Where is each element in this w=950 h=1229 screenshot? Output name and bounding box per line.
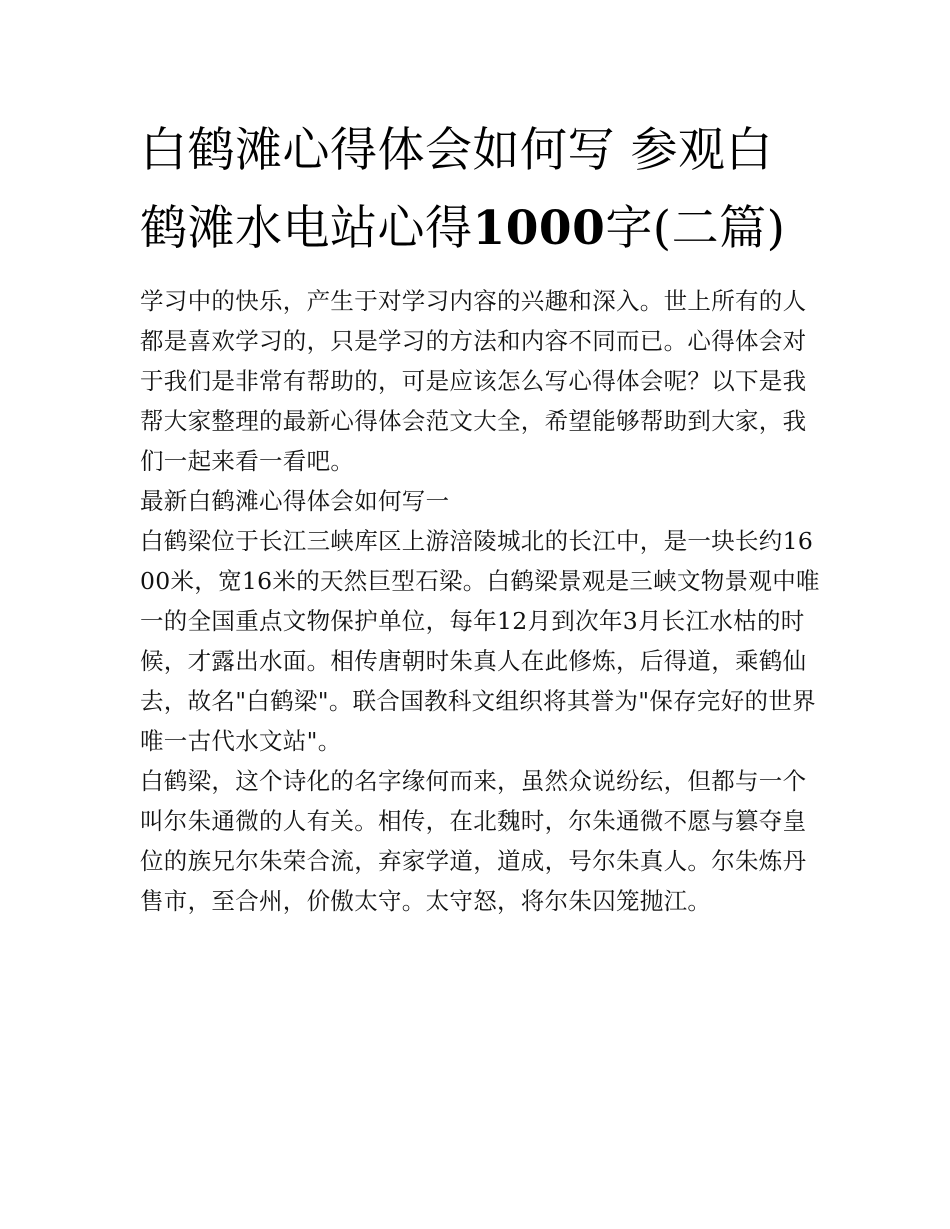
body-paragraph: 白鹤梁位于长江三峡库区上游涪陵城北的长江中，是一块长约1600米，宽16米的天然巨型石梁。白鹤梁景观是三峡文物景观中唯一的全国重点文物保护单位，每年12月到次年3月长江水枯的时候，才露出水面。相传唐朝时朱真人在此修炼，后得道，乘鹤仙去，故名"白鹤梁"。联合国教科文组织将其誉为"保存完好的世界唯一古代水文站"。: [140, 527, 820, 755]
title-text-part1: 白鹤滩心得体会如何写 参观白鹤滩水电站心得: [140, 123, 773, 256]
document-body: [140, 281, 820, 921]
title-number: 1000: [472, 201, 606, 256]
title-text-part2: 字(二篇): [605, 201, 786, 256]
body-paragraph: 白鹤梁，这个诗化的名字缘何而来，虽然众说纷纭，但都与一个叫尔朱通微的人有关。相传，在北魏时，尔朱通微不愿与篡夺皇位的族兄尔朱荣合流，弃家学道，道成，号尔朱真人。尔朱炼丹售市，至合州，价傲太守。太守怒，将尔朱囚笼抛江。: [140, 767, 807, 915]
section-heading: 最新白鹤滩心得体会如何写一: [140, 487, 450, 515]
intro-paragraph: 学习中的快乐，产生于对学习内容的兴趣和深入。世上所有的人都是喜欢学习的，只是学习的方法和内容不同而已。心得体会对于我们是非常有帮助的，可是应该怎么写心得体会呢？以下是我帮大家整理的最新心得体会范文大全，希望能够帮助到大家，我们一起来看一看吧。: [140, 287, 807, 475]
document-title: [140, 112, 820, 268]
